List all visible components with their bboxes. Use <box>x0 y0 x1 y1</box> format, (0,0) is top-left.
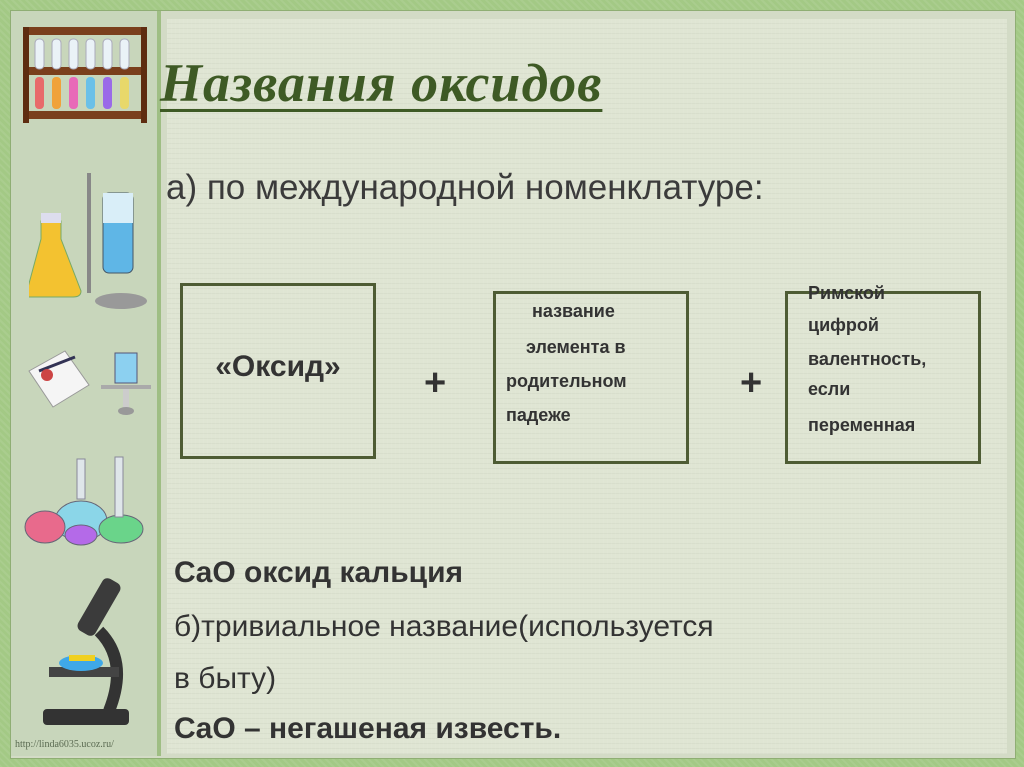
subtitle: а) по международной номенклатуре: <box>166 168 764 207</box>
microscope-icon <box>29 571 149 731</box>
trivial-name-line-1: б)тривиальное название(используется <box>174 610 714 643</box>
oxide-term: «Оксид» <box>215 350 341 383</box>
decorative-sidebar <box>11 11 161 756</box>
example-cao-trivial: CaO – негашеная известь. <box>174 712 562 745</box>
valency-line-3: валентность, <box>808 349 927 369</box>
example-cao-name: CaO оксид кальция <box>174 556 464 589</box>
valency-line-4: если <box>808 379 851 399</box>
page-title: Названия оксидов <box>160 53 603 113</box>
trivial-name-line-2: в быту) <box>174 662 277 695</box>
oxide-box <box>180 283 376 459</box>
writing-lab-icon <box>25 341 151 421</box>
valency-line-2: цифрой <box>808 315 879 335</box>
sidebar-link[interactable]: http://linda6035.ucoz.ru/ <box>15 739 114 750</box>
plus-sign-2: + <box>740 362 763 404</box>
valency-line-5: переменная <box>808 415 916 435</box>
valency-box <box>785 283 981 464</box>
valency-line-1: Римской <box>808 283 885 303</box>
plus-sign-1: + <box>424 362 447 404</box>
element-line-3: родительном <box>506 371 627 391</box>
element-line-4: падеже <box>506 405 571 425</box>
retort-flasks-icon <box>21 449 151 549</box>
element-name-box <box>493 291 689 464</box>
test-tube-rack-icon <box>19 17 151 129</box>
lab-flasks-icon <box>29 173 149 313</box>
element-line-2: элемента в <box>526 337 626 357</box>
element-line-1: название <box>532 301 615 321</box>
